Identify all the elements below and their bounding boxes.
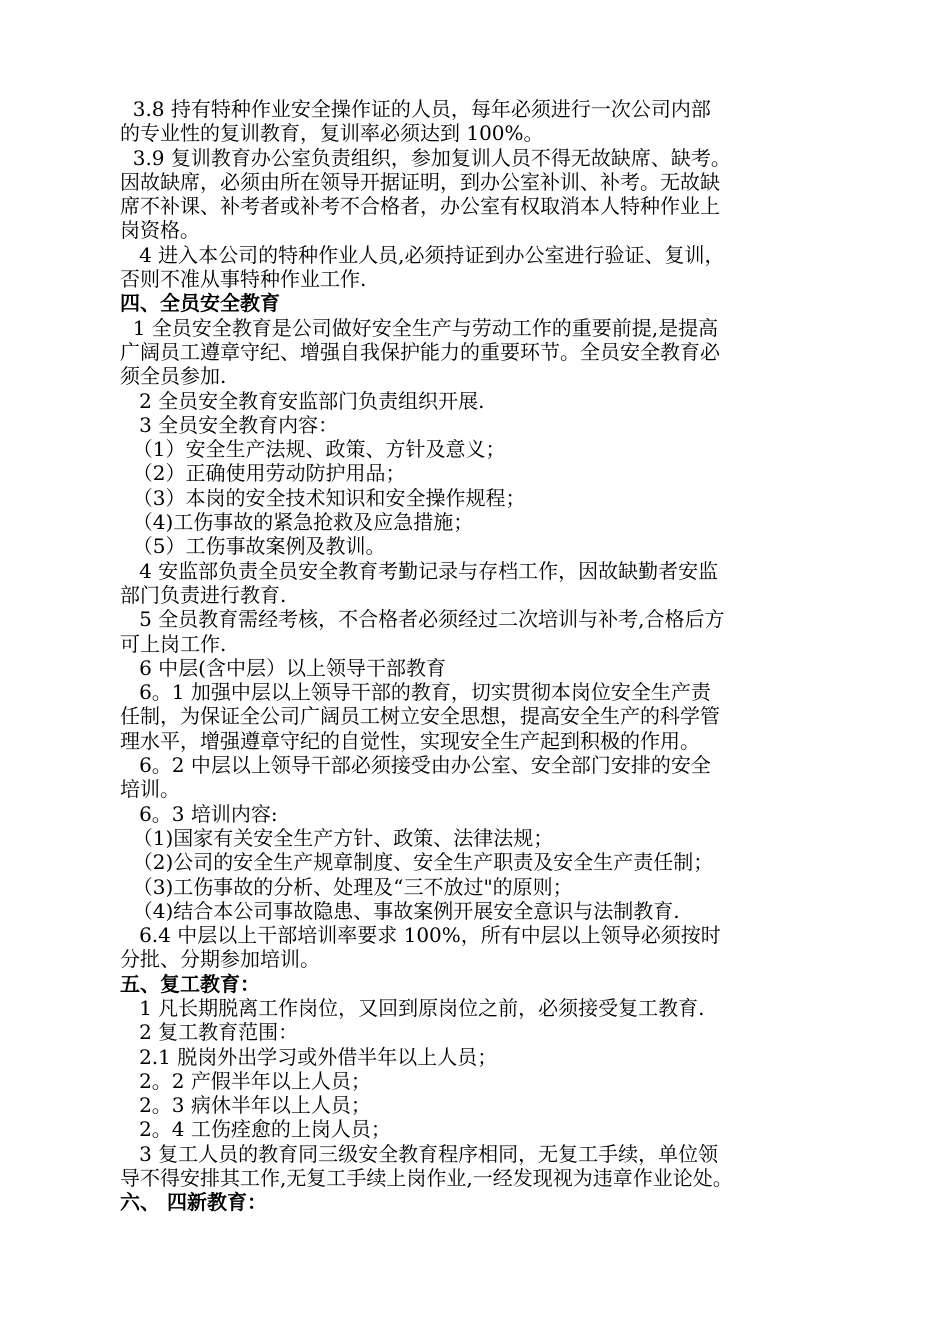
paragraph-line: 2 复工教育范围： [120,1020,299,1045]
paragraph-line: （4)结合本公司事故隐患、事故案例开展安全意识与法制教育. [120,898,680,923]
paragraph-line: 2。3 病休半年以上人员； [120,1093,371,1118]
paragraph-line: 4 安监部负责全员安全教育考勤记录与存档工作，因故缺勤者安监 [120,558,719,583]
paragraph-line: 6.4 中层以上干部培训率要求 100%，所有中层以上领导必须按时 [120,923,721,948]
paragraph-line: 否则不准从事特种作业工作. [120,267,367,292]
paragraph-line: 须全员参加. [120,364,227,389]
paragraph-line: 的专业性的复训教育，复训率必须达到 100%。 [120,121,544,146]
paragraph-line: 席不补课、补考者或补考不合格者，办公室有权取消本人特种作业上 [120,194,720,219]
paragraph-line: 6。2 中层以上领导干部必须接受由办公室、安全部门安排的安全 [120,753,711,778]
paragraph-line: 2 全员安全教育安监部门负责组织开展. [120,388,485,413]
paragraph-line: 3.8 持有特种作业安全操作证的人员，每年必须进行一次公司内部 [120,97,711,121]
paragraph-line: 3.9 复训教育办公室负责组织，参加复训人员不得无故缺席、缺考。 [120,145,731,170]
paragraph-line: （5）工伤事故案例及教训。 [120,534,386,559]
paragraph-line: 1 全员安全教育是公司做好安全生产与劳动工作的重要前提,是提高 [120,315,719,340]
paragraph-line: （2）正确使用劳动防护用品； [120,461,406,486]
paragraph-line: 3 全员安全教育内容： [120,412,339,437]
paragraph-line: （1)国家有关安全生产方针、政策、法律法规； [120,825,554,850]
paragraph-line: 岗资格。 [120,218,200,243]
paragraph-line: 5 全员教育需经考核，不合格者必须经过二次培训与补考,合格后方 [120,607,725,632]
paragraph-line: 部门负责进行教育. [120,582,287,607]
paragraph-line: 2。2 产假半年以上人员； [120,1068,371,1093]
paragraph-line: 2。4 工伤痊愈的上岗人员； [120,1117,391,1142]
section-heading: 四、全员安全教育 [120,291,280,316]
paragraph-line: （3）本岗的安全技术知识和安全操作规程； [120,485,526,510]
paragraph-line: （1）安全生产法规、政策、方针及意义； [120,437,506,462]
paragraph-line: 1 凡长期脱离工作岗位，又回到原岗位之前，必须接受复工教育. [120,995,705,1020]
paragraph-line: 培训。 [120,777,180,802]
paragraph-line: 分批、分期参加培训。 [120,947,320,972]
paragraph-line: 导不得安排其工作,无复工手续上岗作业,一经发现视为违章作业论处。 [120,1166,733,1191]
section-heading: 六、 四新教育： [120,1190,267,1215]
paragraph-line: （2)公司的安全生产规章制度、安全生产职责及安全生产责任制； [120,850,714,875]
paragraph-line: 4 进入本公司的特种作业人员,必须持证到办公室进行验证、复训， [120,242,725,267]
paragraph-line: （3)工伤事故的分析、处理及“三不放过"的原则； [120,874,573,899]
section-heading: 五、复工教育： [120,971,260,996]
paragraph-line: 3 复工人员的教育同三级安全教育程序相同，无复工手续，单位领 [120,1141,719,1166]
document-page [120,97,840,1215]
paragraph-line: 6。1 加强中层以上领导干部的教育，切实贯彻本岗位安全生产责 [120,680,711,705]
paragraph-line: 因故缺席，必须由所在领导开据证明，到办公室补训、补考。无故缺 [120,169,720,194]
paragraph-line: （4)工伤事故的紧急抢救及应急措施； [120,510,474,535]
paragraph-line: 理水平，增强遵章守纪的自觉性，实现安全生产起到积极的作用。 [120,728,700,753]
paragraph-line: 6。3 培训内容: [120,801,278,826]
paragraph-line: 广阔员工遵章守纪、增强自我保护能力的重要环节。全员安全教育必 [120,339,720,364]
paragraph-line: 可上岗工作. [120,631,227,656]
paragraph-line: 任制，为保证全公司广阔员工树立安全思想，提高安全生产的科学管 [120,704,720,729]
paragraph-line: 6 中层(含中层）以上领导干部教育 [120,655,446,680]
paragraph-line: 2.1 脱岗外出学习或外借半年以上人员； [120,1044,498,1069]
